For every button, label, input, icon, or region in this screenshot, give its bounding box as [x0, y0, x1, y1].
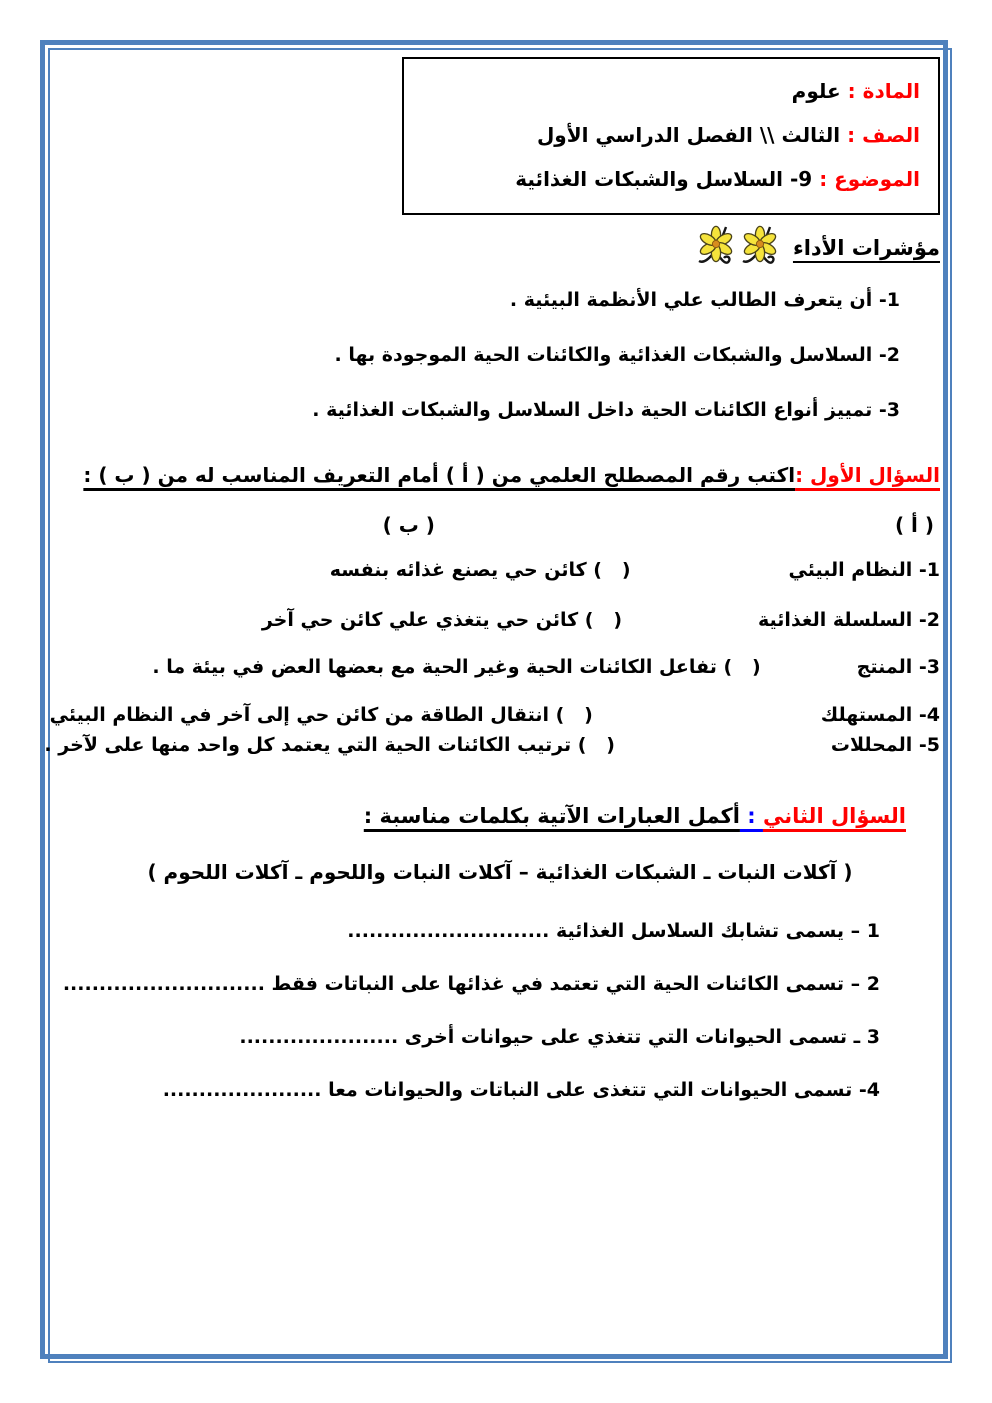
fill-in-list	[60, 918, 940, 1103]
match-row	[44, 732, 940, 758]
flower-icon	[739, 225, 781, 275]
indicator-item: 1- أن يتعرف الطالب علي الأنظمة البيئية .	[509, 289, 900, 311]
subject-row	[422, 69, 920, 113]
column-b-label: ( ب )	[382, 513, 435, 537]
match-term: 5- المحللات	[830, 734, 940, 756]
match-definition: ( ) ترتيب الكائنات الحية التي يعتمد كل واحد منها على لآخر .	[44, 734, 615, 756]
subject-label: المادة :	[847, 79, 920, 103]
header-info-box	[402, 57, 940, 215]
match-term: 2- السلسلة الغذائية	[758, 609, 940, 631]
match-row	[60, 654, 940, 680]
match-row	[49, 702, 940, 728]
fill-in-item: 1 – يسمى تشابك السلاسل الغذائية ............................	[347, 920, 880, 942]
indicators-title-row	[60, 225, 940, 273]
fill-in-item: 4- تسمى الحيوانات التي تتغذى على النباتات والحيوانات معا ......................	[162, 1079, 880, 1101]
subject-value: علوم	[791, 79, 841, 103]
match-term: 1- النظام البيئي	[788, 559, 940, 581]
indicators-list	[60, 287, 940, 423]
grade-row	[422, 113, 920, 157]
column-a-label: ( أ )	[894, 513, 934, 537]
match-definition: ( ) تفاعل الكائنات الحية وغير الحية مع بعضها العض في بيئة ما .	[152, 656, 761, 678]
grade-value: الثالث \\ الفصل الدراسي الأول	[536, 123, 841, 147]
fill-in-item: 3 ـ تسمى الحيوانات التي تتغذي على حيوانات أخرى ......................	[239, 1026, 880, 1048]
topic-label: الموضوع :	[819, 167, 920, 191]
grade-label: الصف :	[847, 123, 920, 147]
indicators-section-title: مؤشرات الأداء	[792, 236, 940, 260]
question1-title: السؤال الأول :	[795, 463, 940, 487]
match-definition: ( ) كائن حي يصنع غذائه بنفسه	[329, 559, 631, 581]
match-term: 4- المستهلك	[820, 704, 940, 726]
question2-instruction: أكمل العبارات الآتية بكلمات مناسبة :	[363, 804, 740, 828]
match-column-labels	[60, 513, 940, 537]
worksheet-content	[44, 55, 940, 1343]
topic-value: 9- السلاسل والشبكات الغذائية	[515, 167, 813, 191]
question1-header	[60, 463, 940, 487]
match-list	[44, 557, 940, 758]
indicator-item: 2- السلاسل والشبكات الغذائية والكائنات الحية الموجودة بها .	[334, 344, 900, 366]
match-row	[60, 607, 940, 633]
question2-header	[60, 804, 906, 828]
question2-title: السؤال الثاني	[762, 804, 906, 828]
word-bank: ( آكلات النبات ـ الشبكات الغذائية – آكلات النبات واللحوم ـ آكلات اللحوم )	[147, 860, 853, 884]
question2-colon: :	[739, 804, 763, 828]
match-definition: ( ) انتقال الطاقة من كائن حي إلى آخر في النظام البيئي	[49, 704, 593, 726]
flower-icon	[695, 225, 737, 275]
fill-in-item: 2 – تسمى الكائنات الحية التي تعتمد في غذائها على النباتات فقط ............................	[62, 973, 880, 995]
question1-instruction: اكتب رقم المصطلح العلمي من ( أ ) أمام التعريف المناسب له من ( ب ) :	[83, 463, 796, 487]
match-definition: ( ) كائن حي يتغذي علي كائن حي آخر	[261, 609, 623, 631]
match-term: 3- المنتج	[856, 656, 940, 678]
topic-row	[422, 157, 920, 201]
match-row	[60, 557, 940, 583]
indicator-item: 3- تمييز أنواع الكائنات الحية داخل السلاسل والشبكات الغذائية .	[312, 399, 900, 421]
